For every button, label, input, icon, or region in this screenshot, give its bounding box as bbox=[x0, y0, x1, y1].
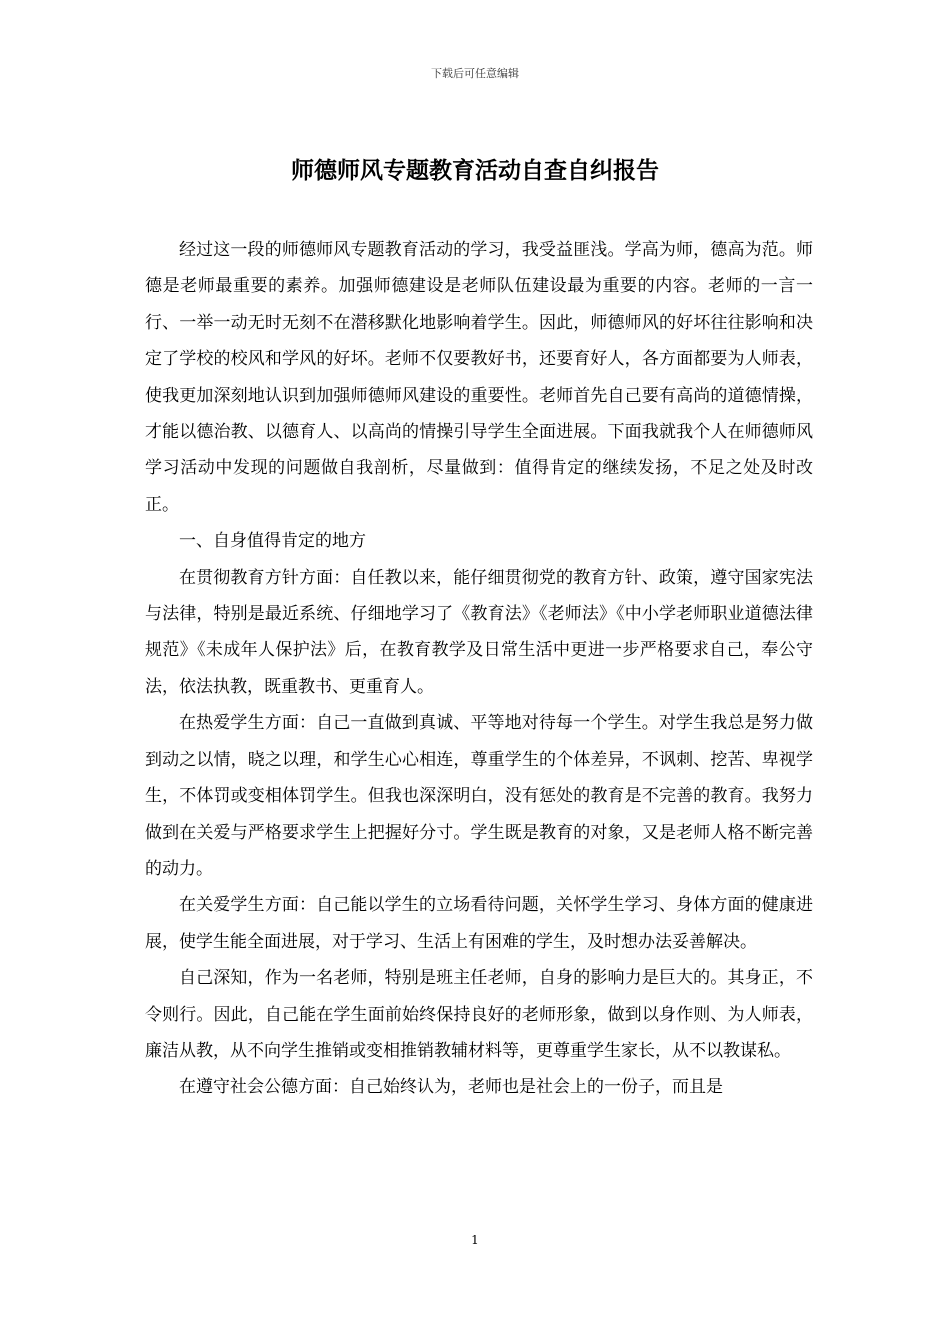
page-header-note: 下载后可任意编辑 bbox=[431, 67, 519, 80]
section-heading: 一、自身值得肯定的地方 bbox=[179, 531, 366, 552]
intro-paragraph: 经过这一段的师德师风专题教育活动的学习，我受益匪浅。学高为师，德高为范。师德是老师最重要的素养。加强师德建设是老师队伍建设最为重要的内容。老师的一言一行、一举一动无时无刻不在潜移默化地影响着学生。因此，师德师风的好坏往往影响和决定了学校的校风和学风的好坏。老师不仅要教好书，还要育好人，各方面都要为人师表，使我更加深刻地认识到加强师德师风建设的重要性。老师首先自己要有高尚的道德情操，才能以德治教、以德育人、以高尚的情操引导学生全面进展。下面我就我个人在师德师风学习活动中发现的问题做自我剖析，尽量做到：值得肯定的继续发扬，不足之处及时改正。 bbox=[145, 240, 813, 515]
body-paragraph: 在热爱学生方面：自己一直做到真诚、平等地对待每一个学生。对学生我总是努力做到动之以情，晓之以理，和学生心心相连，尊重学生的个体差异，不讽刺、挖苦、卑视学生，不体罚或变相体罚学生。但我也深深明白，没有惩处的教育是不完善的教育。我努力做到在关爱与严格要求学生上把握好分寸。学生既是教育的对象，又是老师人格不断完善的动力。 bbox=[145, 713, 813, 879]
document-title: 师德师风专题教育活动自查自纠报告 bbox=[291, 157, 659, 184]
document-body bbox=[145, 232, 813, 1106]
body-paragraph: 在遵守社会公德方面：自己始终认为，老师也是社会上的一份子，而且是 bbox=[179, 1077, 723, 1098]
body-paragraph: 在贯彻教育方针方面：自任教以来，能仔细贯彻党的教育方针、政策，遵守国家宪法与法律，特别是最近系统、仔细地学习了《教育法》《老师法》《中小学老师职业道德法律规范》《未成年人保护法》后，在教育教学及日常生活中更进一步严格要求自己，奉公守法，依法执教，既重教书、更重育人。 bbox=[145, 567, 813, 697]
body-paragraph: 在关爱学生方面：自己能以学生的立场看待问题，关怀学生学习、身体方面的健康进展，使学生能全面进展，对于学习、生活上有困难的学生，及时想办法妥善解决。 bbox=[145, 895, 813, 952]
body-paragraph: 自己深知，作为一名老师，特别是班主任老师，自身的影响力是巨大的。其身正，不令则行。因此，自己能在学生面前始终保持良好的老师形象，做到以身作则、为人师表，廉洁从教，从不向学生推销或变相推销教辅材料等，更尊重学生家长，从不以教谋私。 bbox=[145, 968, 813, 1061]
page-number: 1 bbox=[471, 1233, 479, 1247]
